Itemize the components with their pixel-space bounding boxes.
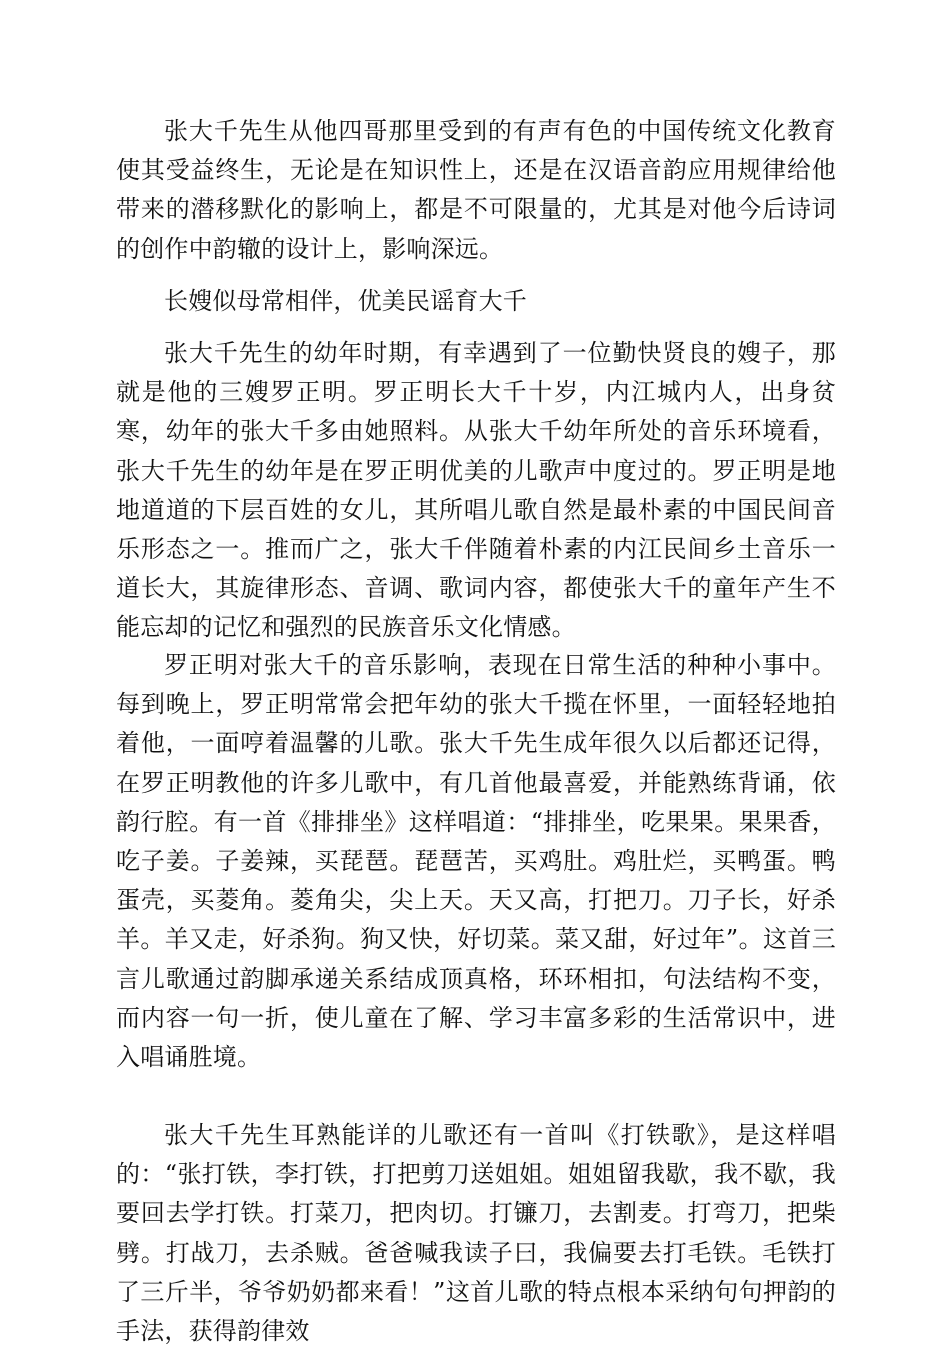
paragraph-brother-education: 张大千先生从他四哥那里受到的有声有色的中国传统文化教育使其受益终生，无论是在知识性上，还是在汉语音韵应用规律给他带来的潜移默化的影响上，都是不可限量的，尤其是对他今后诗词的创作中韵辙的设计上，影响深远。 (116, 117, 836, 263)
section-heading-sister-in-law: 长嫂似母常相伴，优美民谣育大千 (164, 287, 527, 315)
paragraph-datie-song: 张大千先生耳熟能详的儿歌还有一首叫《打铁歌》，是这样唱的：“张打铁，李打铁，打把剪刀送姐姐。姐姐留我歇，我不歇，我要回去学打铁。打菜刀，把肉切。打镰刀，去割麦。打弯刀，把柴劈。打战刀，去杀贼。爸爸喊我读子曰，我偏要去打毛铁。毛铁打了三斤半，爷爷奶奶都来看！”这首儿歌的特点根本采纳句句押韵的手法，获得韵律效 (116, 1121, 836, 1346)
paragraph-paipaizuo-song: 罗正明对张大千的音乐影响，表现在日常生活的种种小事中。每到晚上，罗正明常常会把年幼的张大千揽在怀里，一面轻轻地拍着他，一面哼着温馨的儿歌。张大千先生成年很久以后都还记得，在罗正明教他的许多儿歌中，有几首他最喜爱，并能熟练背诵，依韵行腔。有一首《排排坐》这样唱道：“排排坐，吃果果。果果香，吃子姜。子姜辣，买琵琶。琵琶苦，买鸡肚。鸡肚烂，买鸭蛋。鸭蛋壳，买菱角。菱角尖，尖上天。天又高，打把刀。刀子长，好杀羊。羊又走，好杀狗。狗又快，好切菜。菜又甜，好过年”。这首三言儿歌通过韵脚承递关系结成顶真格，环环相扣，句法结构不变，而内容一句一折，使儿童在了解、学习丰富多彩的生活常识中，进入唱诵胜境。 (116, 651, 836, 1072)
paragraph-childhood-luo-zhengming: 张大千先生的幼年时期，有幸遇到了一位勤快贤良的嫂子，那就是他的三嫂罗正明。罗正明长大千十岁，内江城内人，出身贫寒，幼年的张大千多由她照料。从张大千幼年所处的音乐环境看，张大千先生的幼年是在罗正明优美的儿歌声中度过的。罗正明是地地道道的下层百姓的女儿，其所唱儿歌自然是最朴素的中国民间音乐形态之一。推而广之，张大千伴随着朴素的内江民间乡土音乐一道长大，其旋律形态、音调、歌词内容，都使张大千的童年产生不能忘却的记忆和强烈的民族音乐文化情感。 (116, 339, 836, 642)
